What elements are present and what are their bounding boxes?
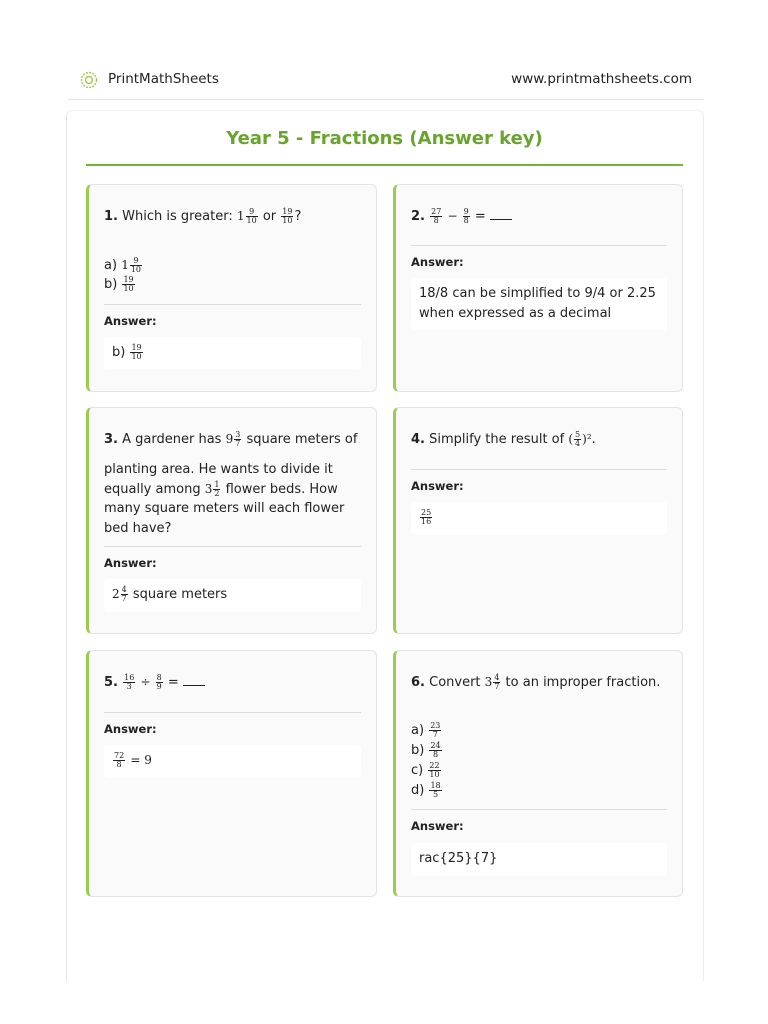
question-text: 4. Simplify the result of ( $\frac{5}{4}$ )². (411, 430, 596, 448)
answer-box: $\frac{72}{8}$ = 9 (104, 745, 361, 778)
question-text (104, 207, 361, 227)
question-number: 6. (411, 675, 425, 690)
option-b: b) $\frac{19}{10}$ (104, 275, 134, 293)
question-text: 5. $\frac{16}{3}$ ÷ $\frac{8}{9}$ = (104, 673, 361, 693)
option-a: a) $\frac{23}{7}$ (411, 721, 441, 739)
answer-blank (183, 673, 205, 686)
question-number: 4. (411, 432, 425, 447)
question-card-6 (393, 650, 683, 897)
answer-box: rac{25}{7} (411, 843, 667, 876)
option-d: d) $\frac{18}{5}$ (411, 781, 441, 799)
answer-divider (411, 245, 667, 246)
answer-divider (104, 304, 361, 305)
options-list (411, 721, 443, 801)
answer-box: b) $\frac{19}{10}$ (104, 337, 361, 369)
title-divider (86, 164, 683, 166)
question-number: 3. (104, 432, 118, 447)
answer-label: Answer: (411, 255, 464, 269)
answer-label: Answer: (411, 479, 464, 493)
option-a: a) 1 $\frac{9}{10}$ (104, 256, 142, 274)
answer-divider (104, 712, 361, 713)
answer-box: $\frac{25}{16}$ (411, 502, 667, 535)
answer-label: Answer: (411, 819, 464, 833)
brand-name[interactable]: PrintMathSheets (108, 71, 219, 87)
answer-label: Answer: (104, 722, 157, 736)
question-card-3 (86, 407, 377, 634)
page-title: Year 5 - Fractions (Answer key) (226, 128, 543, 149)
or-word: or (262, 209, 277, 224)
answer-divider (411, 469, 667, 470)
fraction: $\frac{9}{10}$ (246, 207, 257, 225)
answer-box: 18/8 can be simplified to 9/4 or 2.25 when expressed as a decimal (411, 278, 667, 330)
answer-box: 2 $\frac{4}{7}$ square meters (104, 579, 361, 612)
options-list (104, 255, 143, 295)
mixed-whole: 1 (236, 209, 245, 223)
logo-icon (80, 71, 98, 89)
question-number: 1. (104, 209, 118, 224)
question-number: 2. (411, 209, 425, 224)
site-url[interactable]: www.printmathsheets.com (511, 71, 692, 87)
site-header (68, 64, 704, 100)
answer-label: Answer: (104, 314, 157, 328)
question-card-1 (86, 184, 377, 392)
question-card-4 (393, 407, 683, 634)
minus-sign: − (447, 209, 458, 223)
fraction: $\frac{27}{8}$ (431, 207, 442, 225)
fraction: $\frac{9}{8}$ (463, 207, 469, 225)
option-c: c) $\frac{22}{10}$ (411, 761, 440, 779)
answer-divider (104, 546, 361, 547)
answer-blank (490, 207, 512, 220)
divide-sign: ÷ (140, 675, 151, 689)
answer-divider (411, 809, 667, 810)
answer-label: Answer: (104, 556, 157, 570)
question-text (411, 207, 667, 227)
question-number: 5. (104, 675, 118, 690)
question-card-2 (393, 184, 683, 392)
question-text: 3. A gardener has 9 $\frac{3}{7}$ square meters of planting area. He wants to divide it equally among 3 $\frac{1}{2}$ flower beds. How many square meters will each flower bed have? (104, 430, 358, 536)
fraction: $\frac{19}{10}$ (282, 207, 293, 225)
equals-sign: = (474, 209, 486, 224)
option-b: b) $\frac{24}{8}$ (411, 741, 441, 759)
question-prompt: Which is greater: (122, 209, 233, 224)
question-mark: ? (294, 209, 302, 224)
question-card-5 (86, 650, 377, 897)
question-text: 6. Convert 3 $\frac{4}{7}$ to an improper fraction. (411, 673, 661, 691)
